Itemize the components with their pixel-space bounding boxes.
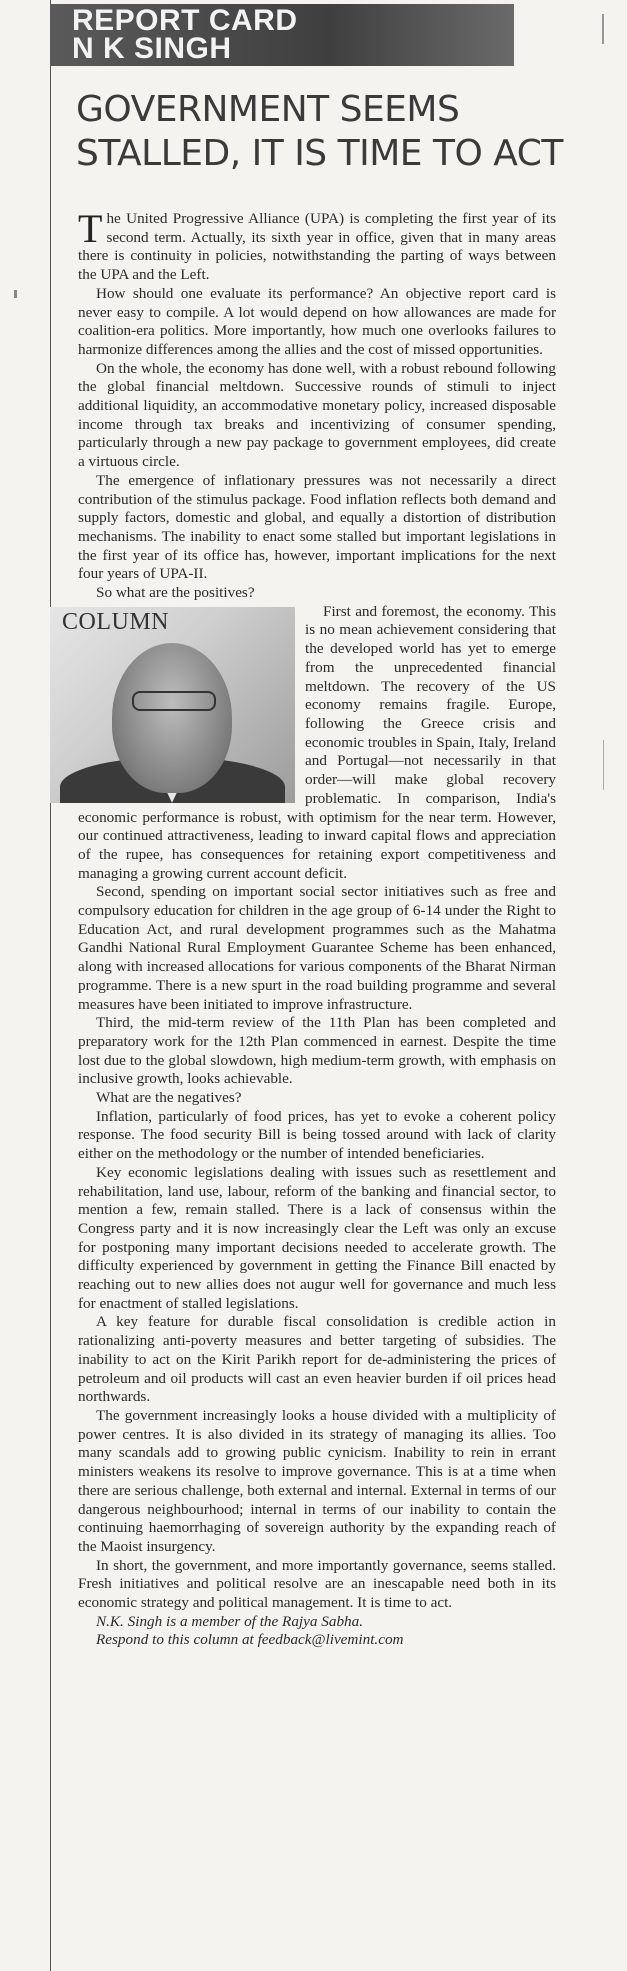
paragraph: The emergence of inflationary pressures was not necessarily a direct contribution of the stimulus package. Food inflation reflects both demand and supply factors, domestic and global, and equally a distortion of distribution mechanisms. The inability to enact some stalled but important legislations in the first year of its office has, however, important implications for the next four years of UPA-II. bbox=[78, 471, 556, 583]
author-bio: N.K. Singh is a member of the Rajya Sabha. bbox=[96, 1612, 364, 1630]
article-headline: GOVERNMENT SEEMS STALLED, IT IS TIME TO ACT bbox=[76, 89, 563, 174]
column-label: COLUMN bbox=[62, 608, 170, 635]
scan-mark bbox=[14, 290, 17, 298]
paragraph: First and foremost, the economy. This is no mean achievement considering that the developed world has yet to emerge from the unprecedented financial meltdown. The recovery of the US economy remains fragile. Europe, following the Greece crisis and economic troubles in Spain, Italy, Ireland and Portugal—not necessarily in that order—will make global recovery problematic. In comparison, India's economic performance is robust, with optimism for the near term. However, our continued attractiveness, leading to inward capital flows and appreciation of the rupee, has consequences for retaining export competitiveness and managing a growing current account deficit. bbox=[78, 602, 556, 882]
paragraph: So what are the positives? bbox=[96, 584, 255, 602]
banner-author: N K SINGH bbox=[72, 32, 232, 65]
report-card-banner bbox=[50, 4, 514, 66]
paragraph: Second, spending on important social sector initiatives such as free and compulsory education for children in the age group of 6-14 under the Right to Education Act, and rural development programmes such as the Mahatma Gandhi National Rural Employment Guarantee Scheme has been enhanced, along with increased allocations for various components of the Bharat Nirman programme. There is a new spurt in the road building programme and several measures have been initiated to improve infrastructure. bbox=[78, 883, 556, 1013]
paragraph: Key economic legislations dealing with issues such as resettlement and rehabilitation, land use, labour, reform of the banking and financial sector, to mention a few, remain stalled. There is a lack of consensus within the Congress party and it is now increasingly clear the Left was only an excuse for postponing many important decisions needed to accelerate growth. The difficulty experienced by government in getting the Finance Bill enacted by reaching out to new allies does not augur well for governance and much less for enactment of stalled legislations. bbox=[78, 1163, 556, 1312]
banner-title: REPORT CARD bbox=[72, 4, 298, 37]
paragraph: On the whole, the economy has done well, with a robust rebound following the global financial meltdown. Successive rounds of stimuli to inject additional liquidity, an accommodative monetary policy, increased disposable income through tax breaks and incentivizing of consumer spending, particularly through a new pay package to government employees, did create a virtuous circle. bbox=[78, 359, 556, 471]
paragraph: A key feature for durable fiscal consolidation is credible action in rationalizing anti-poverty measures and better targeting of subsidies. The inability to act on the Kirit Parikh report for de-administering the prices of petroleum and oil products will cast an even heavier burden if oil prices head northwards. bbox=[78, 1313, 556, 1406]
paragraph: What are the negatives? bbox=[96, 1089, 242, 1107]
drop-cap: T bbox=[78, 206, 103, 251]
paragraph: Inflation, particularly of food prices, has yet to evoke a coherent policy response. The food security Bill is being tossed around with lack of clarity either on the methodology or the number of intended beneficiaries. bbox=[78, 1107, 556, 1163]
paragraph: How should one evaluate its performance? An objective report card is never easy to compile. A lot would depend on how allowances are made for coalition-era politics. More importantly, how much one overlooks failures to harmonize differences among the allies and the cost of missed opportunities. bbox=[78, 284, 556, 358]
paragraph: The government increasingly looks a house divided with a multiplicity of power centres. It is also divided in its strategy of managing its allies. Too many scandals add to growing public cynicism. Inability to rein in errant ministers weakens its resolve to improve governance. This is at a time when there are serious challenge, both external and internal. External in terms of our dangerous neighbourhood; internal in terms of our inability to contain the continuing haemorrhaging of sovereign authority by the expanding reach of the Maoist insurgency. bbox=[78, 1407, 556, 1555]
scan-mark bbox=[602, 14, 604, 44]
article-body bbox=[62, 206, 556, 1650]
scan-mark bbox=[603, 740, 604, 790]
paragraph: Third, the mid-term review of the 11th Plan has been completed and preparatory work for the 12th Plan commenced in earnest. Despite the time lost due to the global slowdown, high medium-term growth, with emphasis on inclusive growth, looks achievable. bbox=[78, 1014, 556, 1088]
column-rule bbox=[50, 0, 51, 1971]
glasses-icon bbox=[132, 691, 216, 711]
author-photo bbox=[50, 607, 295, 803]
feedback-note: Respond to this column at feedback@livemint.com bbox=[96, 1631, 404, 1649]
author-face-image bbox=[112, 643, 232, 793]
paragraph: In short, the government, and more importantly governance, seems stalled. Fresh initiatives and political resolve are an inescapable need both in its economic strategy and political management. It is time to act. bbox=[78, 1556, 556, 1612]
paragraph: The United Progressive Alliance (UPA) is completing the first year of its second term. Actually, its sixth year in office, given that in many areas there is continuity in policies, notwithstanding the parting of ways between the UPA and the Left. bbox=[78, 206, 556, 284]
